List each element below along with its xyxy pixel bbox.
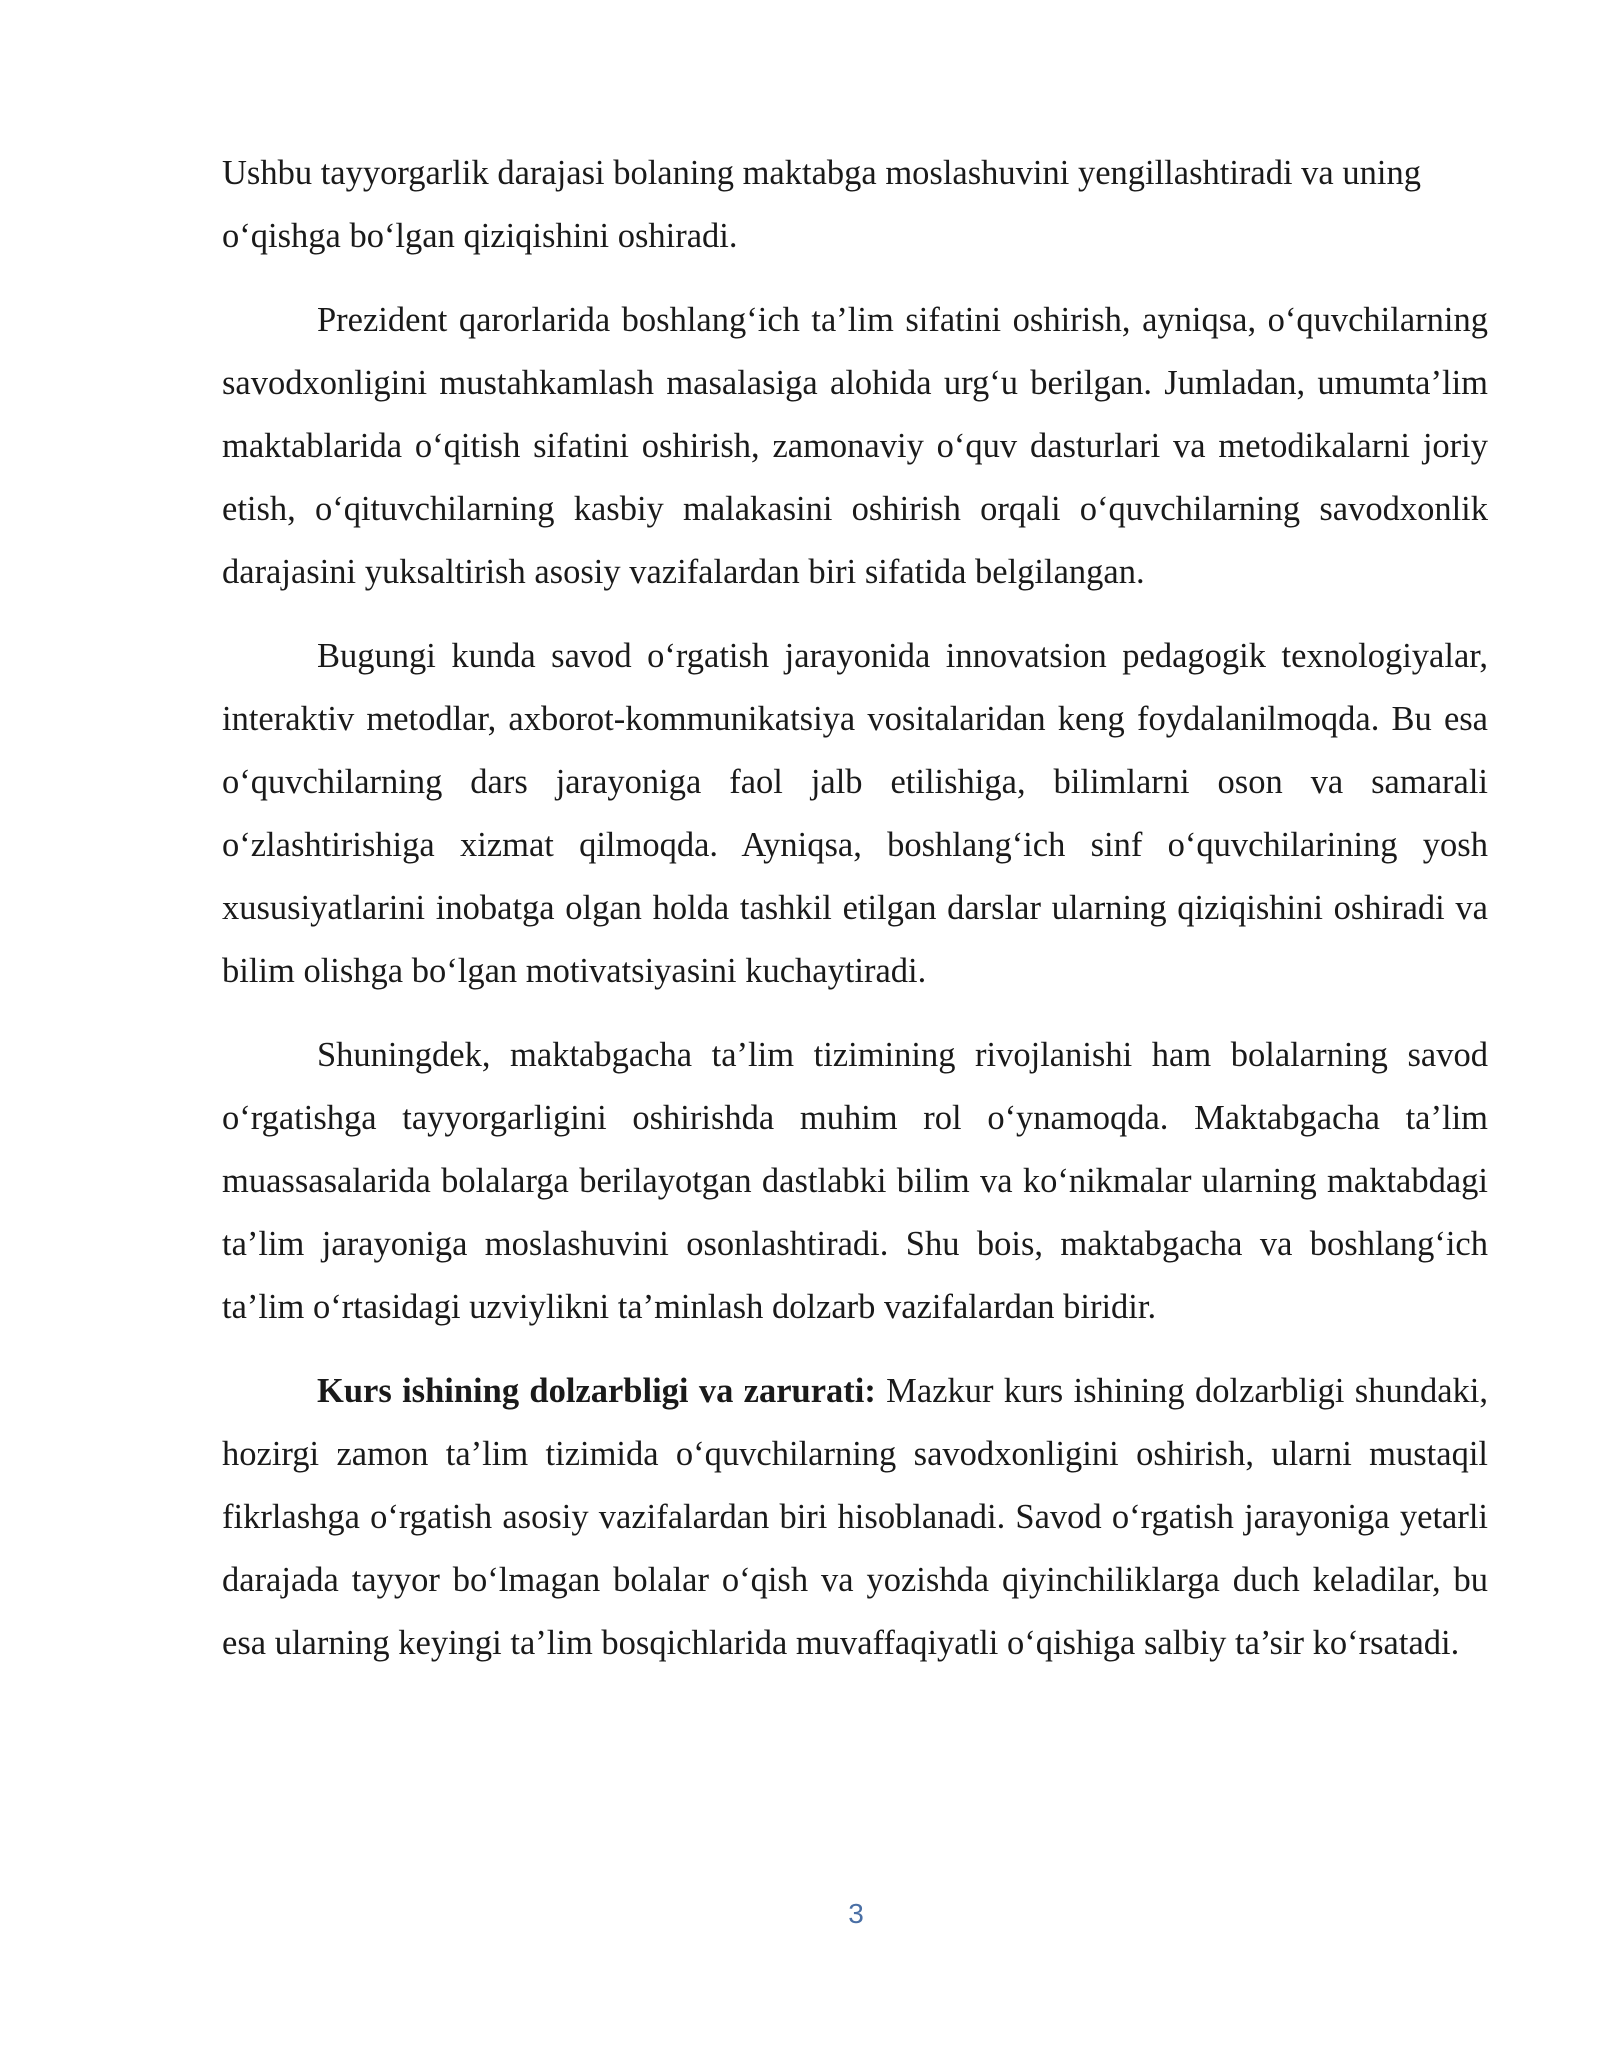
page-number: 3: [848, 1898, 864, 1929]
paragraph-3: Bugungi kunda savod o‘rgatish jarayonida innovatsion pedagogik texnologiyalar, interaktiv metodlar, axborot-kommunikatsiya vositalaridan keng foydalanilmoqda. Bu esa o‘quvchilarning dars jarayoniga faol jalb etilishiga, bilimlarni oson va samarali o‘zlashtirishiga xizmat qilmoqda. Ayniqsa, boshlang‘ich sinf o‘quvchilarining yosh xususiyatlarini inobatga olgan holda tashkil etilgan darslar ularning qiziqishini oshiradi va bilim olishga bo‘lgan motivatsiyasini kuchaytiradi.: [222, 637, 1488, 990]
paragraph-5-text: Mazkur kurs ishining dolzarbligi shundaki, hozirgi zamon ta’lim tizimida o‘quvchilarning savodxonligini oshirish, ularni mustaqil fikrlashga o‘rgatish asosiy vazifalardan biri hisoblanadi. Savod o‘rgatish jarayoniga yetarli darajada tayyor bo‘lmagan bolalar o‘qish va yozishda qiyinchiliklarga duch keladilar, bu esa ularning keyingi ta’lim bosqichlarida muvaffaqiyatli o‘qishiga salbiy ta’sir ko‘rsatadi.: [222, 1372, 1488, 1662]
paragraph-5: [222, 1360, 1488, 1675]
document-body: [222, 142, 1488, 1696]
paragraph-1: Ushbu tayyorgarlik darajasi bolaning maktabga moslashuvini yengillashtiradi va uning o‘qishga bo‘lgan qiziqishini oshiradi.: [222, 154, 1421, 255]
section-heading-lead: Kurs ishining dolzarbligi va zarurati:: [317, 1372, 876, 1410]
paragraph-4: Shuningdek, maktabgacha ta’lim tizimining rivojlanishi ham bolalarning savod o‘rgatishga tayyorgarligini oshirishda muhim rol o‘ynamoqda. Maktabgacha ta’lim muassasalarida bolalarga berilayotgan dastlabki bilim va ko‘nikmalar ularning maktabdagi ta’lim jarayoniga moslashuvini osonlashtiradi. Shu bois, maktabgacha va boshlang‘ich ta’lim o‘rtasidagi uzviylikni ta’minlash dolzarb vazifalardan biridir.: [222, 1036, 1488, 1326]
paragraph-2: Prezident qarorlarida boshlang‘ich ta’lim sifatini oshirish, ayniqsa, o‘quvchilarning savodxonligini mustahkamlash masalasiga alohida urg‘u berilgan. Jumladan, umumta’lim maktablarida o‘qitish sifatini oshirish, zamonaviy o‘quv dasturlari va metodikalarni joriy etish, o‘qituvchilarning kasbiy malakasini oshirish orqali o‘quvchilarning savodxonlik darajasini yuksaltirish asosiy vazifalardan biri sifatida belgilangan.: [222, 301, 1488, 591]
